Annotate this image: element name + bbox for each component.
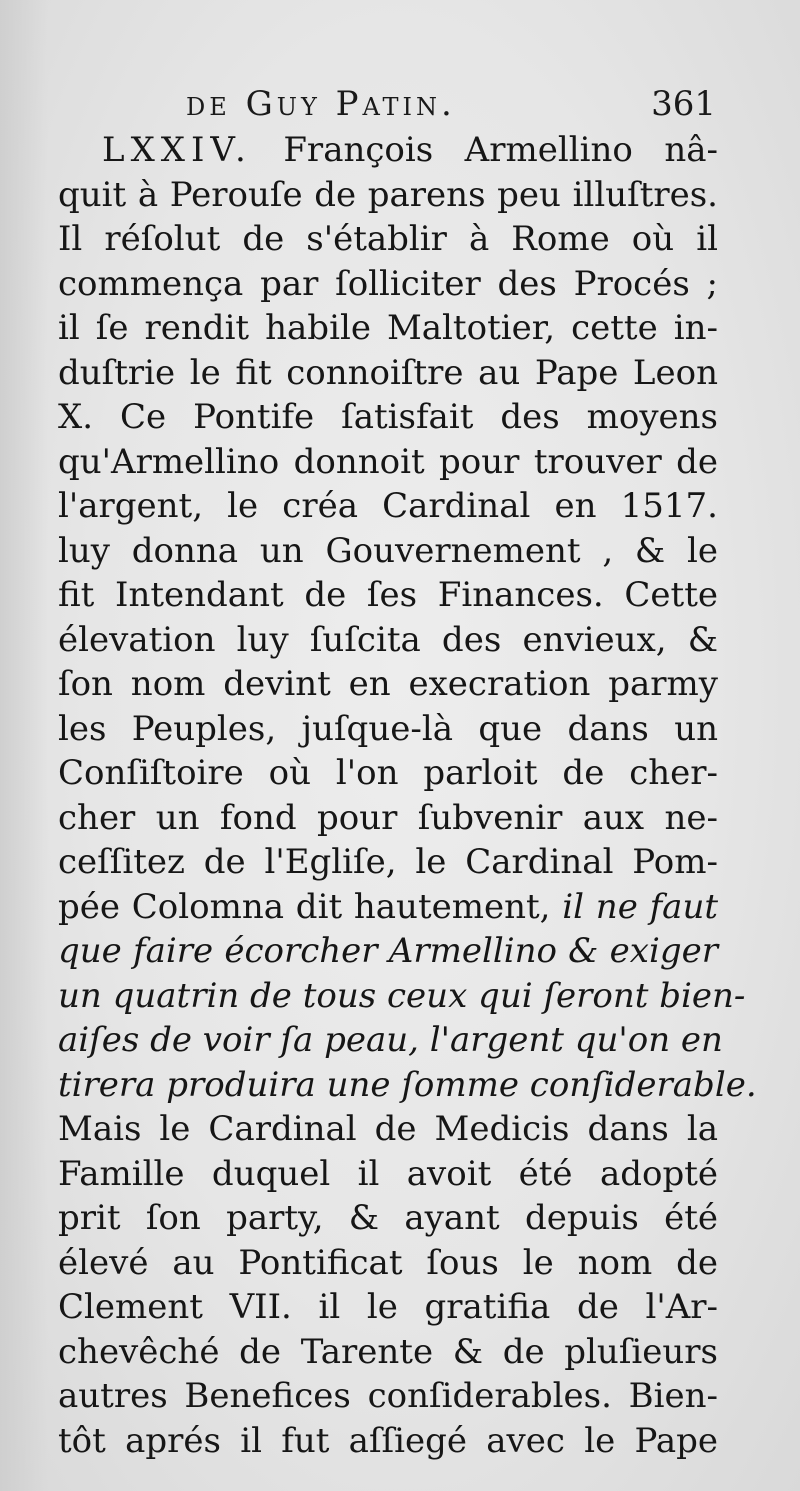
text-line — [58, 262, 718, 307]
text-line — [58, 1018, 723, 1063]
text-line-content: les Peuples, juſque-là que dans un — [58, 708, 718, 749]
text-line — [58, 306, 718, 351]
text-line-content: X. Ce Pontife ſatisfait des moyens — [58, 397, 718, 437]
text-line-content: tirera produira une ſomme conſiderable. — [58, 1064, 757, 1105]
text-line-content: commença par ſolliciter des Procés ; — [58, 263, 718, 304]
text-line-content: quit à Perouſe de parens peu illuſtres. — [58, 174, 718, 215]
text-line-content: un quatrin de tous ceux qui ſeront bien- — [58, 975, 746, 1016]
text-line — [58, 1241, 718, 1286]
text-line-content: prit ſon party, & ayant depuis été — [58, 1198, 718, 1238]
text-line — [58, 1419, 718, 1464]
text-line — [58, 1285, 718, 1330]
text-line-content: l'argent, le créa Cardinal en 1517. — [58, 486, 718, 526]
text-line-content: élevé au Pontificat ſous le nom de — [58, 1242, 718, 1283]
text-line-content: fit Intendant de ſes Finances. Cette — [58, 575, 718, 615]
text-line-content: duſtrie le fit connoiſtre au Pape Leon — [58, 352, 718, 393]
text-line — [58, 751, 718, 796]
text-line-content: ceſſitez de l'Egliſe, le Cardinal Pom- — [58, 842, 718, 882]
text-line — [58, 573, 718, 618]
text-line — [58, 173, 718, 218]
text-line-content: François Armellino nâ- — [283, 130, 718, 170]
text-line — [58, 662, 718, 707]
text-line-content: élevation luy ſuſcita des envieux, & — [58, 619, 718, 660]
text-line-content: autres Benefices conſiderables. Bien- — [58, 1376, 718, 1416]
text-line — [58, 707, 718, 752]
text-line — [58, 395, 718, 440]
body-text — [58, 128, 757, 1463]
text-line — [58, 1374, 718, 1419]
text-line-content: que faire écorcher Armellino & exiger — [58, 931, 718, 971]
text-line — [58, 796, 718, 841]
binding-shadow — [0, 0, 48, 1491]
text-line — [58, 1196, 718, 1241]
text-line-content: aiſes de voir ſa peau, l'argent qu'on en — [58, 1020, 723, 1060]
text-line — [58, 484, 718, 529]
text-line-content: Conſiſtoire où l'on parloit de cher- — [58, 753, 718, 793]
text-line-content: Mais le Cardinal de Medicis dans la — [58, 1109, 718, 1149]
text-line — [58, 1330, 718, 1375]
running-title: de Guy Patin. — [186, 84, 456, 124]
section-number: LXXIV. — [102, 130, 252, 170]
text-line — [58, 217, 718, 262]
text-line-content: qu'Armellino donnoit pour trouver de — [58, 441, 718, 482]
text-line — [58, 618, 718, 663]
text-line — [58, 1152, 718, 1197]
text-line — [58, 351, 718, 396]
text-line — [58, 885, 718, 930]
text-line — [58, 929, 718, 974]
text-line-content: cher un fond pour ſubvenir aux ne- — [58, 797, 718, 838]
text-line-content: chevêché de Tarente & de pluſieurs — [58, 1331, 718, 1372]
text-line — [58, 974, 746, 1019]
text-line-content: tôt aprés il fut aſſiegé avec le Pape — [58, 1420, 718, 1461]
text-line-first — [58, 128, 718, 173]
text-line-content: luy donna un Gouvernement , & le — [58, 530, 718, 571]
text-line-content: pée Colomna dit hautement, — [58, 886, 551, 927]
text-line-content: Famille duquel il avoit été adopté — [58, 1153, 718, 1194]
text-line-content: Clement VII. il le gratifia de l'Ar- — [58, 1287, 718, 1327]
text-line — [58, 840, 718, 885]
text-line — [58, 440, 718, 485]
text-line — [58, 529, 718, 574]
text-line — [58, 1107, 718, 1152]
page-number: 361 — [651, 84, 716, 124]
text-line-italic-tail: il ne faut — [562, 886, 719, 927]
page-header — [186, 80, 716, 128]
text-line-content: il ſe rendit habile Maltotier, cette in- — [58, 308, 718, 348]
text-line-content: Il réſolut de s'établir à Rome où il — [58, 219, 718, 259]
text-line-content: ſon nom devint en execration parmy — [58, 664, 718, 704]
text-line — [58, 1063, 757, 1108]
